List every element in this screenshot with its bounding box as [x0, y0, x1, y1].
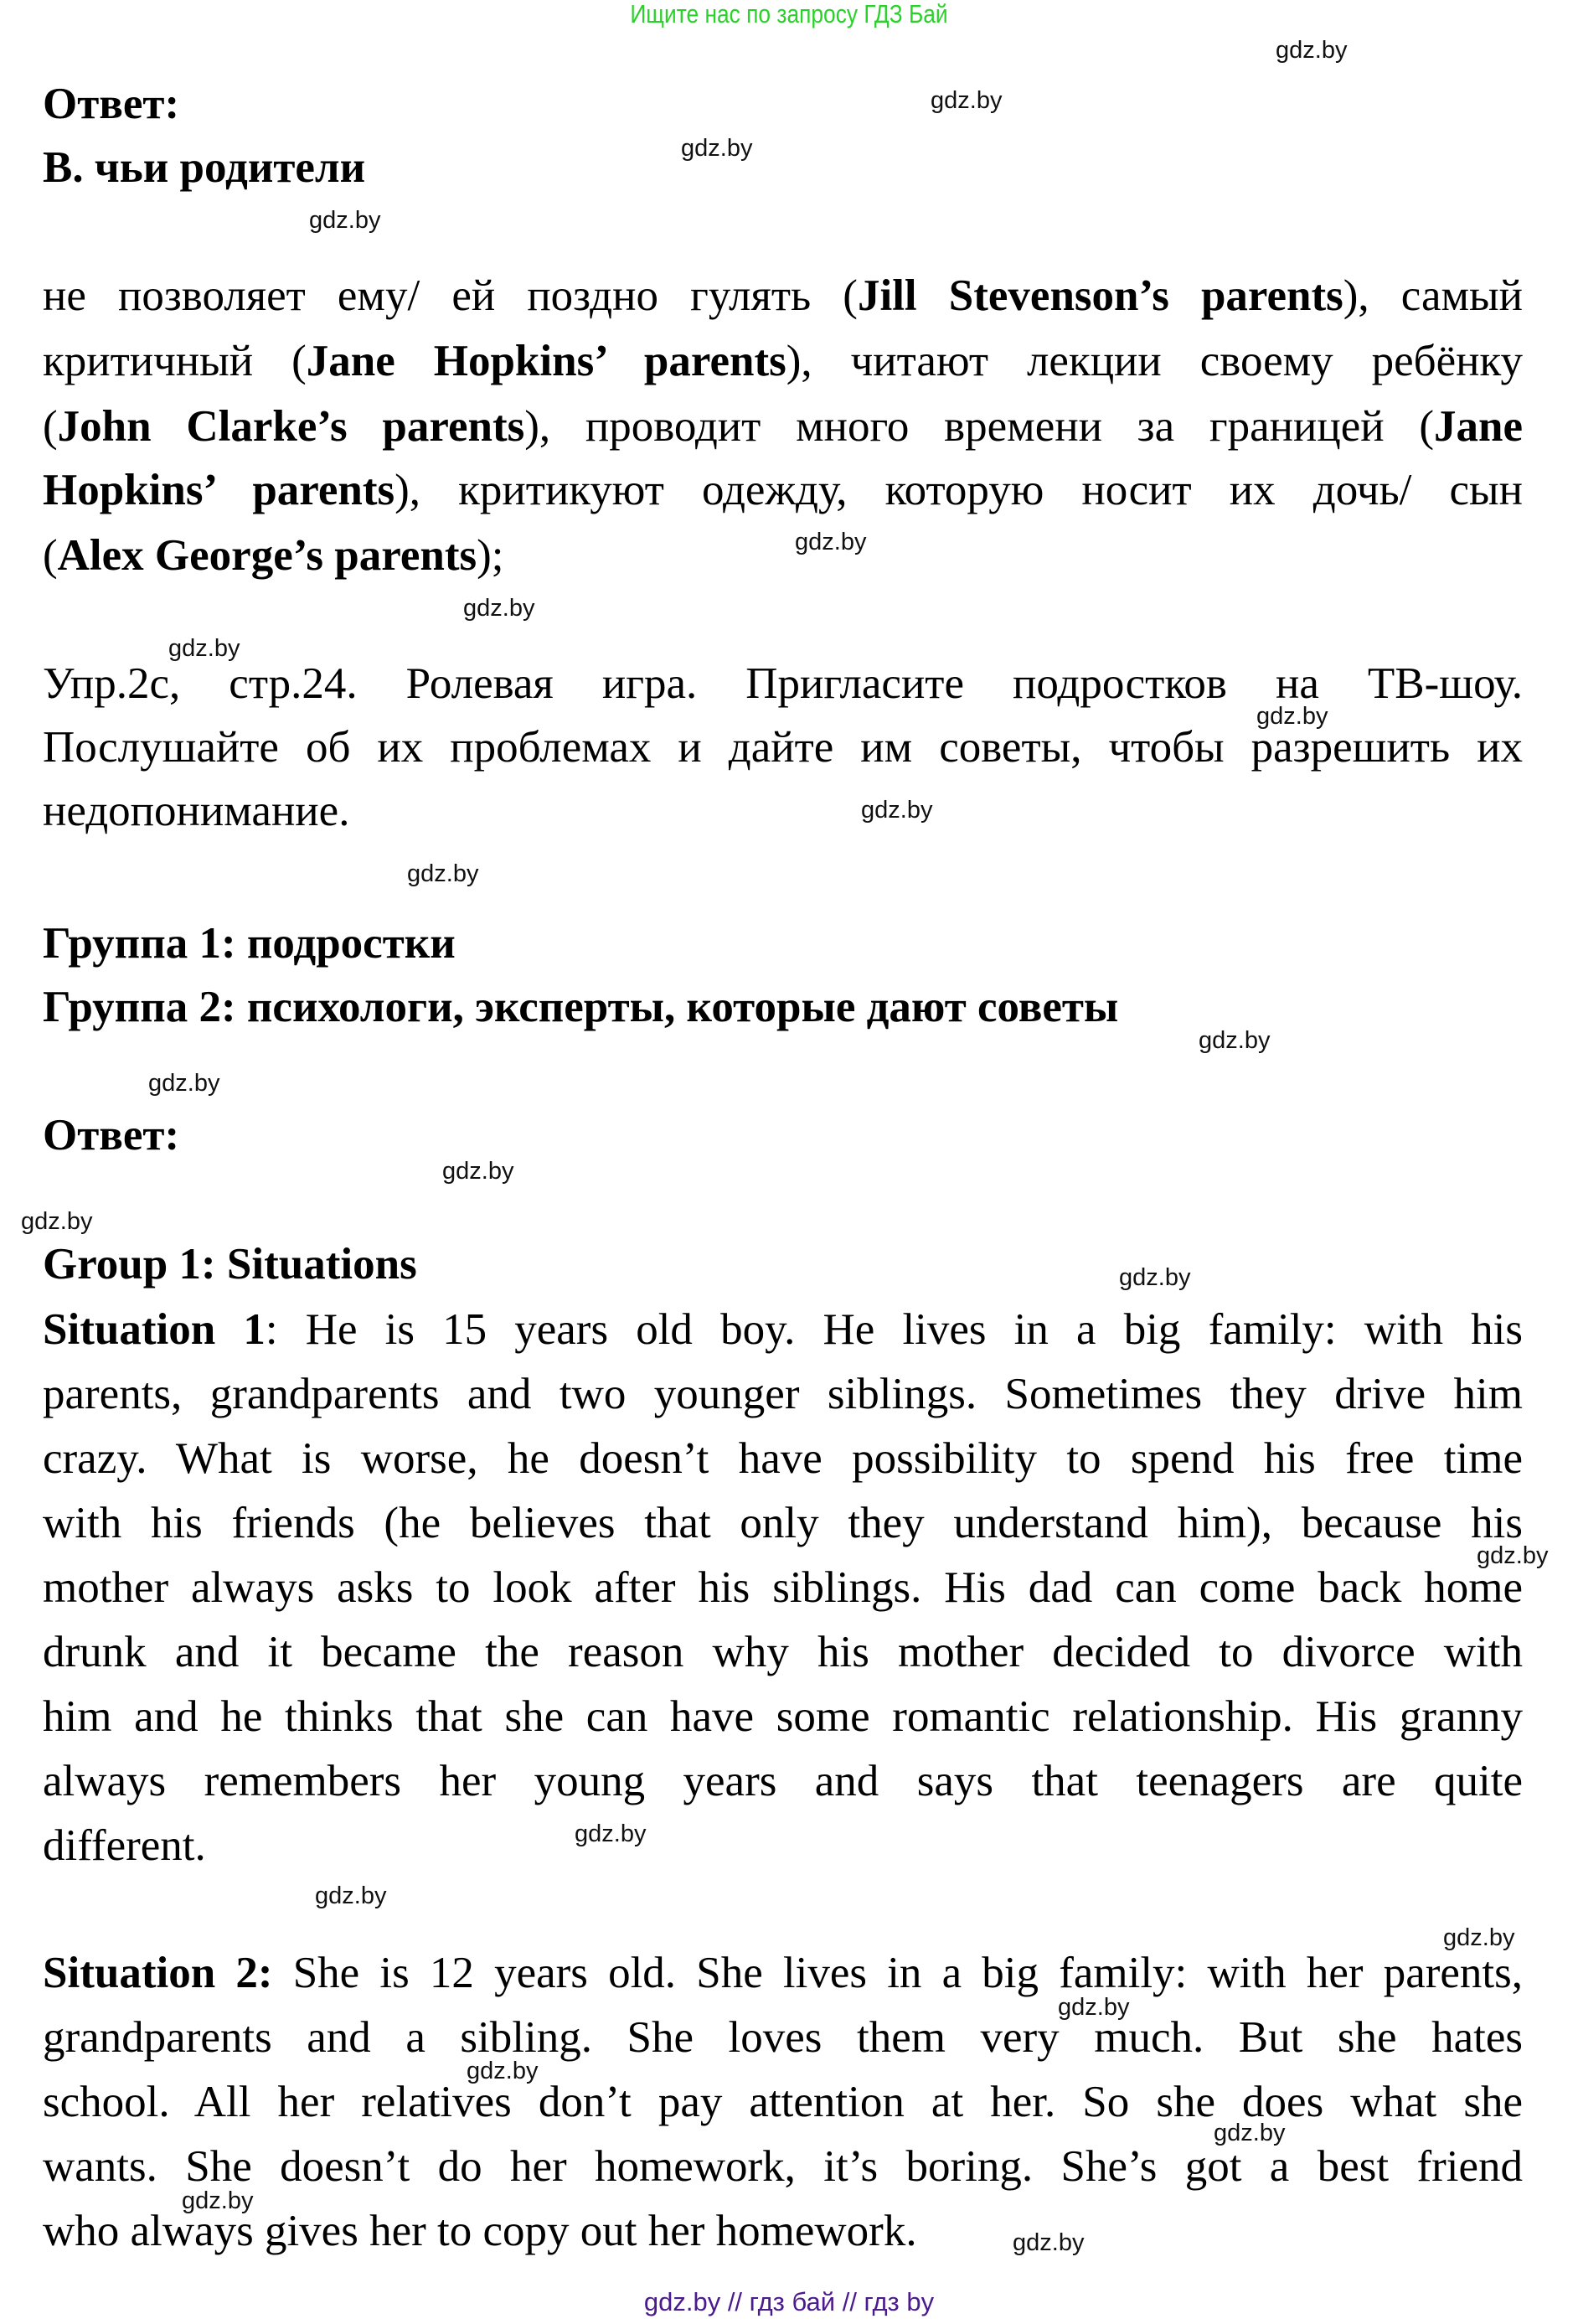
text-line — [43, 1814, 1523, 1878]
text-line — [43, 395, 1523, 459]
text-line — [43, 524, 1523, 588]
text-line — [43, 2199, 1523, 2264]
text-line — [43, 1491, 1523, 1556]
text-segment: who always gives her to copy out her homework. — [43, 2207, 917, 2255]
text-segment: drunk and it became the reason why his mother decided to divorce with — [43, 1628, 1523, 1676]
text-segment: ), читают лекции своему ребёнку — [786, 337, 1523, 385]
text-segment: ), критикуют одежду, которую носит их дочь/ сын — [394, 466, 1523, 514]
watermark: gdz.by — [463, 595, 535, 622]
watermark: gdz.by — [21, 1208, 93, 1235]
text-segment: crazy. What is worse, he doesn’t have possibility to spend his free time — [43, 1434, 1523, 1483]
watermark: gdz.by — [681, 135, 753, 162]
watermark: gdz.by — [1013, 2229, 1085, 2256]
watermark: gdz.by — [1214, 2120, 1286, 2146]
watermark: gdz.by — [315, 1882, 387, 1909]
text-line — [43, 2006, 1523, 2070]
text-line — [43, 1427, 1523, 1491]
text-segment: with his friends (he believes that only they understand him), because his — [43, 1499, 1523, 1547]
text-segment: She is 12 years old. She lives in a big family: with her parents, — [272, 1949, 1524, 1997]
watermark: gdz.by — [407, 860, 479, 887]
watermark: gdz.by — [1058, 1994, 1130, 2021]
watermark: gdz.by — [1477, 1542, 1549, 1569]
watermark: gdz.by — [309, 207, 381, 234]
watermark: gdz.by — [1443, 1924, 1515, 1951]
text-line — [43, 1620, 1523, 1685]
bold-text: John Clarke’s parents — [57, 402, 525, 451]
text-segment: : He is 15 years old boy. He lives in a big family: with his — [265, 1305, 1523, 1354]
bold-text: В. чьи родители — [43, 143, 366, 192]
text-line — [43, 1941, 1523, 2006]
bold-text: Группа 2: психологи, эксперты, которые дают советы — [43, 983, 1119, 1031]
text-line — [43, 264, 1523, 328]
watermark: gdz.by — [575, 1820, 647, 1847]
bold-text: Alex George’s parents — [57, 531, 477, 580]
watermark: gdz.by — [442, 1158, 514, 1185]
footer-links[interactable]: gdz.by // гдз бай // гдз by — [643, 2287, 935, 2316]
text-line — [43, 2070, 1523, 2135]
text-segment: wants. She doesn’t do her homework, it’s boring. She’s got a best friend — [43, 2142, 1523, 2191]
bold-text: Hopkins’ parents — [43, 466, 395, 514]
watermark: gdz.by — [1276, 37, 1348, 64]
bold-text: Jill Stevenson’s parents — [857, 271, 1343, 320]
watermark: gdz.by — [148, 1070, 220, 1097]
text-segment: always remembers her young years and says that teenagers are quite — [43, 1757, 1523, 1805]
text-line — [43, 72, 1523, 137]
text-segment: him and he thinks that she can have some romantic relationship. His granny — [43, 1692, 1523, 1741]
text-segment: parents, grandparents and two younger siblings. Sometimes they drive him — [43, 1370, 1523, 1418]
text-line — [43, 1749, 1523, 1814]
bold-text: Situation 1 — [43, 1305, 266, 1354]
text-segment: ), проводит много времени за границей ( — [524, 402, 1434, 451]
bold-text: Situation 2: — [43, 1949, 273, 1997]
search-banner[interactable]: Ищите нас по запросу ГДЗ Бай — [630, 0, 948, 28]
watermark: gdz.by — [1199, 1027, 1271, 1054]
text-segment: ( — [43, 402, 58, 451]
watermark: gdz.by — [795, 529, 867, 555]
bold-text: Jane — [1434, 402, 1523, 451]
text-segment: не позволяет ему/ ей поздно гулять ( — [43, 271, 858, 320]
text-line — [43, 1556, 1523, 1620]
text-segment: grandparents and a sibling. She loves them very much. But she hates — [43, 2013, 1523, 2062]
text-segment: school. All her relatives don’t pay attention at her. So she does what she — [43, 2078, 1523, 2126]
text-line — [43, 329, 1523, 394]
text-line — [43, 1232, 1523, 1297]
text-segment: ); — [477, 531, 504, 580]
text-segment: Послушайте об их проблемах и дайте им советы, чтобы разрешить их — [43, 723, 1523, 772]
watermark: gdz.by — [1256, 703, 1328, 730]
text-line — [43, 1685, 1523, 1749]
bold-text: Группа 1: подростки — [43, 919, 456, 968]
watermark: gdz.by — [861, 797, 933, 824]
text-line — [43, 1103, 1523, 1168]
watermark: gdz.by — [1119, 1264, 1191, 1291]
text-segment: different. — [43, 1821, 206, 1870]
text-line — [43, 458, 1523, 523]
text-line — [43, 912, 1523, 976]
text-segment: ( — [43, 531, 58, 580]
bold-text: Ответ: — [43, 1111, 180, 1159]
text-line — [43, 975, 1523, 1040]
text-segment: Упр.2с, стр.24. Ролевая игра. Пригласите подростков на ТВ-шоу. — [43, 659, 1523, 708]
watermark: gdz.by — [182, 2187, 254, 2214]
watermark: gdz.by — [931, 87, 1003, 114]
text-line — [43, 1362, 1523, 1427]
bold-text: Jane Hopkins’ parents — [306, 337, 786, 385]
text-line — [43, 1298, 1523, 1362]
text-segment: критичный ( — [43, 337, 307, 385]
text-segment: mother always asks to look after his siblings. His dad can come back home — [43, 1563, 1523, 1612]
text-line — [43, 2135, 1523, 2199]
text-line — [43, 779, 1523, 844]
watermark: gdz.by — [168, 635, 240, 662]
watermark: gdz.by — [467, 2058, 539, 2084]
text-line — [43, 136, 1523, 200]
bold-text: Group 1: Situations — [43, 1240, 417, 1289]
text-segment: ), самый — [1343, 271, 1523, 320]
text-segment: недопонимание. — [43, 787, 350, 835]
bold-text: Ответ: — [43, 80, 180, 128]
